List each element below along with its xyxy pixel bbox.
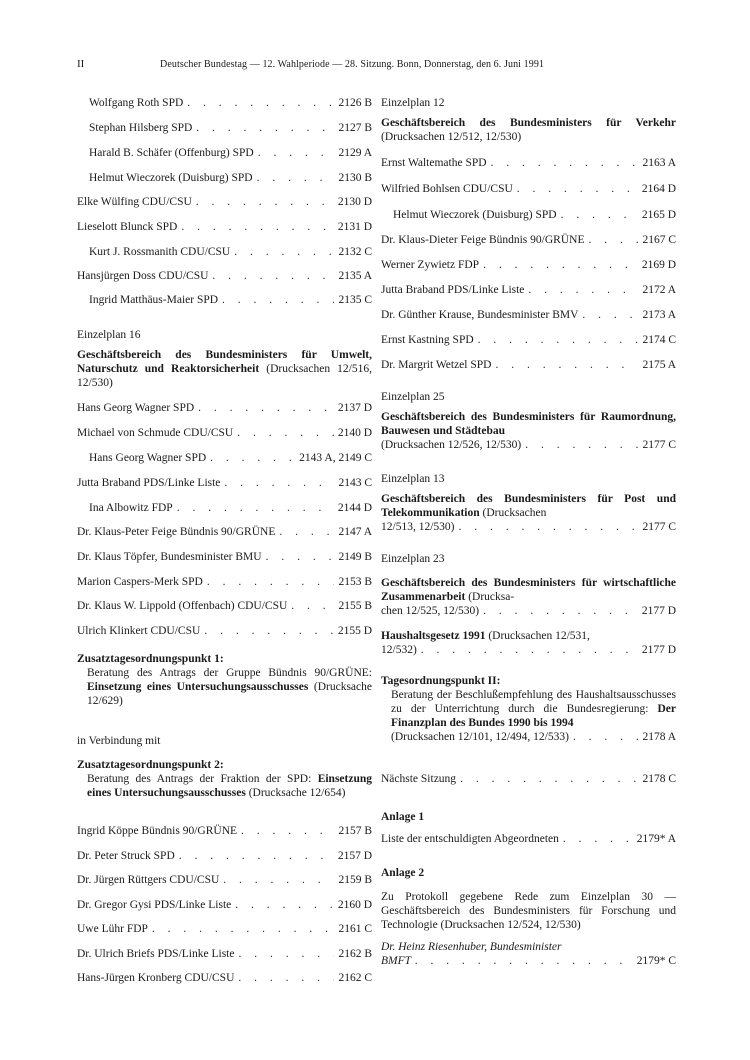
page-ref: 2157 B	[338, 825, 372, 837]
toc-entry	[77, 599, 372, 613]
section-documents: (Drucksachen 12/512, 12/530)	[381, 131, 522, 143]
agenda-item-documents: (Drucksache 12/629)	[87, 681, 372, 707]
toc-entry	[381, 283, 676, 297]
toc-entry	[77, 550, 372, 564]
appendix-title: Anlage 1	[381, 811, 425, 823]
page-ref: 2163 A	[642, 157, 676, 169]
section-description	[77, 348, 372, 390]
page-ref: 2177 C	[642, 439, 676, 451]
toc-entry	[77, 121, 372, 135]
speaker-name: Dr. Klaus-Dieter Feige Bündnis 90/GRÜNE	[381, 234, 585, 246]
toc-entry	[381, 643, 676, 657]
section-description	[381, 410, 676, 438]
toc-entry	[77, 824, 372, 838]
page-ref: 2177 C	[642, 521, 676, 533]
page-ref: 2173 A	[642, 309, 676, 321]
page-ref: 2127 B	[338, 122, 372, 134]
speaker-name: Helmut Wieczorek (Duisburg) SPD	[393, 209, 557, 221]
page-ref: 2126 B	[338, 97, 372, 109]
section-documents: (Drucksachen 12/531,	[488, 630, 590, 642]
speaker-name: Dr. Jürgen Rüttgers CDU/CSU	[77, 874, 220, 886]
toc-entry	[77, 451, 372, 465]
agenda-item-documents: (Drucksache 12/654)	[248, 787, 346, 799]
speaker-name: Wolfgang Roth SPD	[89, 97, 184, 109]
toc-entry	[77, 245, 372, 259]
agenda-item-title: Tagesordnungspunkt II:	[381, 675, 501, 687]
page-ref: 2179* C	[636, 955, 676, 967]
einzelplan-16-heading	[77, 328, 372, 390]
zusatz-1-block	[77, 652, 372, 708]
speaker-name: Marion Caspers-Merk SPD	[77, 576, 203, 588]
page-ref: 2130 D	[337, 196, 372, 208]
toc-entry	[381, 258, 676, 272]
speaker-name: Werner Zywietz FDP	[381, 259, 480, 271]
toc-entry	[77, 898, 372, 912]
speaker-name: Harald B. Schäfer (Offenburg) SPD	[89, 147, 254, 159]
page-ref: 2129 A	[338, 147, 372, 159]
page-number: II	[77, 58, 85, 70]
section-documents: (Drucksachen	[482, 507, 547, 519]
toc-entry	[381, 333, 676, 347]
naechste-sitzung	[381, 772, 676, 786]
toc-entry	[381, 772, 676, 786]
section-title: Haushaltsgesetz 1991	[381, 630, 486, 642]
speaker-name: Stephan Hilsberg SPD	[89, 122, 193, 134]
toc-entry	[381, 604, 676, 618]
section-documents: (Drucksachen 12/526, 12/530)	[381, 439, 522, 451]
toc-entry	[77, 624, 372, 638]
page-ref: 2162 B	[338, 948, 372, 960]
section-label: Einzelplan 25	[381, 391, 445, 403]
agenda-item-intro: Beratung des Antrags der Gruppe Bündnis 90/GRÜNE:	[87, 667, 372, 679]
appendix-speaker: BMFT	[381, 955, 412, 967]
speaker-name: Elke Wülfing CDU/CSU	[77, 196, 192, 208]
section-description	[381, 116, 676, 144]
page-ref: 2155 B	[338, 600, 372, 612]
page-ref: 2178 C	[642, 773, 676, 785]
page-ref: 2177 D	[641, 644, 676, 656]
entry-label: Nächste Sitzung	[381, 773, 457, 785]
speaker-name: Dr. Klaus-Peter Feige Bündnis 90/GRÜNE	[77, 526, 276, 538]
toc-entry	[77, 922, 372, 936]
toc-entry	[381, 358, 676, 372]
section-title: Geschäftsbereich des Bundesministers für Verkehr	[381, 117, 676, 129]
toc-entry	[381, 954, 676, 968]
speaker-name: Hans Georg Wagner SPD	[89, 452, 207, 464]
toc-entry	[77, 849, 372, 863]
toc-entry	[77, 501, 372, 515]
section-title: Geschäftsbereich des Bundesministers für wirtschaftliche Zusammenarbeit	[381, 577, 676, 603]
page-ref: 2174 C	[642, 334, 676, 346]
toc-entry	[381, 520, 676, 534]
section-documents: (Drucksachen 12/101, 12/494, 12/533)	[391, 731, 569, 743]
einzelplan-12-heading	[381, 96, 676, 144]
in-verbindung-mit: in Verbindung mit	[77, 735, 161, 747]
page-ref: 2131 D	[337, 221, 372, 233]
section-title: Geschäftsbereich des Bundesministers für Umwelt, Naturschutz und Reaktorsicherheit	[77, 349, 372, 375]
haushaltsgesetz-block	[381, 629, 676, 657]
speaker-name: Michael von Schmude CDU/CSU	[77, 427, 234, 439]
appendix-text: Zu Protokoll gegebene Rede zum Einzelplan 30 — Geschäftsbereich des Bundesministers für Forschung und Technologie (Drucksachen 12/524, 12/530)	[381, 891, 676, 931]
agenda-item-title: Zusatztagesordnungspunkt 1:	[77, 653, 224, 665]
page-ref: 2159 B	[338, 874, 372, 886]
page-ref: 2167 C	[642, 234, 676, 246]
page-ref: 2140 D	[337, 427, 372, 439]
speaker-name: Uwe Lühr FDP	[77, 923, 148, 935]
speaker-name: Jutta Braband PDS/Linke Liste	[77, 477, 221, 489]
anlage-1-block	[381, 810, 676, 846]
toc-entry	[381, 156, 676, 170]
speaker-name: Ernst Waltemathe SPD	[381, 157, 487, 169]
page-ref: 2130 B	[338, 172, 372, 184]
section-description	[381, 576, 676, 604]
toc-entry	[77, 873, 372, 887]
section-documents: 12/513, 12/530)	[381, 521, 455, 533]
toc-entry	[77, 426, 372, 440]
speaker-name: Ingrid Köppe Bündnis 90/GRÜNE	[77, 825, 238, 837]
toc-entry	[381, 308, 676, 322]
section-documents: (Drucksachen 12/516, 12/530)	[77, 363, 372, 389]
entry-label: Liste der entschuldigten Abgeordneten	[381, 833, 559, 845]
page-ref: 2165 D	[641, 209, 676, 221]
toc-entry	[381, 832, 676, 846]
toc-entry	[77, 146, 372, 160]
speaker-name: Hans-Jürgen Kronberg CDU/CSU	[77, 972, 235, 984]
page-ref: 2143 C	[338, 477, 372, 489]
agenda-item-title: Zusatztagesordnungspunkt 2:	[77, 759, 224, 771]
page-ref: 2157 D	[337, 850, 372, 862]
section-documents: (Drucksa-	[468, 591, 515, 603]
section-label: Einzelplan 12	[381, 97, 445, 109]
toc-entry	[77, 171, 372, 185]
page-ref: 2132 C	[338, 246, 372, 258]
speaker-name: Dr. Margrit Wetzel SPD	[381, 359, 492, 371]
toc-entry	[77, 96, 372, 110]
toc-entry	[77, 293, 372, 307]
speaker-name: Hans Georg Wagner SPD	[77, 402, 195, 414]
toc-entry	[381, 233, 676, 247]
toc-entry	[77, 575, 372, 589]
section-label: Einzelplan 13	[381, 473, 445, 485]
section-title: Geschäftsbereich des Bundesministers für Raumordnung, Bauwesen und Städtebau	[381, 411, 676, 437]
speaker-name: Lieselott Blunck SPD	[77, 221, 178, 233]
page-ref: 2137 D	[337, 402, 372, 414]
agenda-item-intro: Beratung des Antrags der Fraktion der SPD:	[87, 773, 312, 785]
speaker-name: Dr. Günther Krause, Bundesminister BMV	[381, 309, 579, 321]
speaker-name: Ulrich Klinkert CDU/CSU	[77, 625, 201, 637]
einzelplan-25-heading	[381, 390, 676, 452]
speaker-name: Ina Albowitz FDP	[89, 502, 173, 514]
agenda-item-text	[77, 666, 372, 708]
toc-entry	[77, 947, 372, 961]
page-ref: 2164 D	[641, 183, 676, 195]
einzelplan-13-heading	[381, 472, 676, 534]
page-ref: 2135 A	[338, 270, 372, 282]
agenda-item-subject: Einsetzung eines Untersuchungsausschusses	[87, 681, 309, 693]
running-header: Deutscher Bundestag — 12. Wahlperiode — 28. Sitzung. Bonn, Donnerstag, den 6. Juni 1991	[160, 59, 545, 70]
agenda-item-text	[77, 772, 372, 800]
page-ref: 2175 A	[642, 359, 676, 371]
agenda-item-subject: Der Finanzplan des Bundes 1990 bis 1994	[391, 703, 676, 729]
speaker-name: Ingrid Matthäus-Maier SPD	[89, 294, 219, 306]
speaker-name: Ernst Kastning SPD	[381, 334, 474, 346]
page-ref: 2153 B	[338, 576, 372, 588]
speaker-name: Dr. Gregor Gysi PDS/Linke Liste	[77, 899, 232, 911]
page-ref: 2143 A, 2149 C	[299, 452, 372, 464]
page-ref: 2177 D	[641, 605, 676, 617]
toc-entry	[381, 208, 676, 222]
page-ref: 2179* A	[636, 833, 676, 845]
toc-entry	[77, 476, 372, 490]
toc-entry	[77, 195, 372, 209]
tagesordnungspunkt-2-block	[381, 674, 676, 744]
page-ref: 2155 D	[337, 625, 372, 637]
speaker-name: Helmut Wieczorek (Duisburg) SPD	[89, 172, 253, 184]
toc-entry	[77, 269, 372, 283]
anlage-2-block	[381, 866, 676, 968]
speaker-name: Dr. Peter Struck SPD	[77, 850, 175, 862]
section-title: Geschäftsbereich des Bundesministers für Post und Telekommunikation	[381, 493, 676, 519]
toc-entry	[77, 525, 372, 539]
section-label: Einzelplan 16	[77, 329, 141, 341]
page-ref: 2149 B	[338, 551, 372, 563]
section-description	[381, 629, 676, 643]
toc-entry	[381, 730, 676, 744]
page-ref: 2135 C	[338, 294, 372, 306]
page-ref: 2178 A	[642, 731, 676, 743]
page-ref: 2161 C	[338, 923, 372, 935]
speaker-name: Dr. Klaus Töpfer, Bundesminister BMU	[77, 551, 262, 563]
agenda-item-text	[381, 688, 676, 730]
page-ref: 2162 C	[338, 972, 372, 984]
toc-entry	[381, 182, 676, 196]
agenda-item-subject: Einsetzung eines Untersuchungsausschusses	[87, 773, 373, 799]
speaker-name: Dr. Ulrich Briefs PDS/Linke Liste	[77, 948, 235, 960]
toc-entry	[77, 220, 372, 234]
section-description	[381, 492, 676, 520]
speaker-name: Jutta Braband PDS/Linke Liste	[381, 284, 525, 296]
toc-entry	[77, 971, 372, 985]
page-ref: 2147 A	[338, 526, 372, 538]
section-documents: chen 12/525, 12/530)	[381, 605, 480, 617]
page-ref: 2144 D	[337, 502, 372, 514]
appendix-title: Anlage 2	[381, 867, 425, 879]
speaker-name: Hansjürgen Doss CDU/CSU	[77, 270, 209, 282]
speaker-name: Dr. Klaus W. Lippold (Offenbach) CDU/CSU	[77, 600, 288, 612]
appendix-speaker: Dr. Heinz Riesenhuber, Bundesminister	[381, 941, 562, 953]
page-header	[77, 58, 677, 74]
page-ref: 2160 D	[337, 899, 372, 911]
zusatz-2-block	[77, 758, 372, 800]
toc-entry	[77, 401, 372, 415]
speaker-name: Wilfried Bohlsen CDU/CSU	[381, 183, 513, 195]
einzelplan-23-heading	[381, 552, 676, 618]
speaker-name: Kurt J. Rossmanith CDU/CSU	[89, 246, 231, 258]
section-label: Einzelplan 23	[381, 553, 445, 565]
page-ref: 2169 D	[641, 259, 676, 271]
page-ref: 2172 A	[642, 284, 676, 296]
toc-entry	[381, 438, 676, 452]
section-documents: 12/532)	[381, 644, 417, 656]
agenda-item-intro: Beratung der Beschlußempfehlung des Haushaltsausschusses zu der Unterrichtung durch die Bundesregierung:	[391, 689, 676, 715]
